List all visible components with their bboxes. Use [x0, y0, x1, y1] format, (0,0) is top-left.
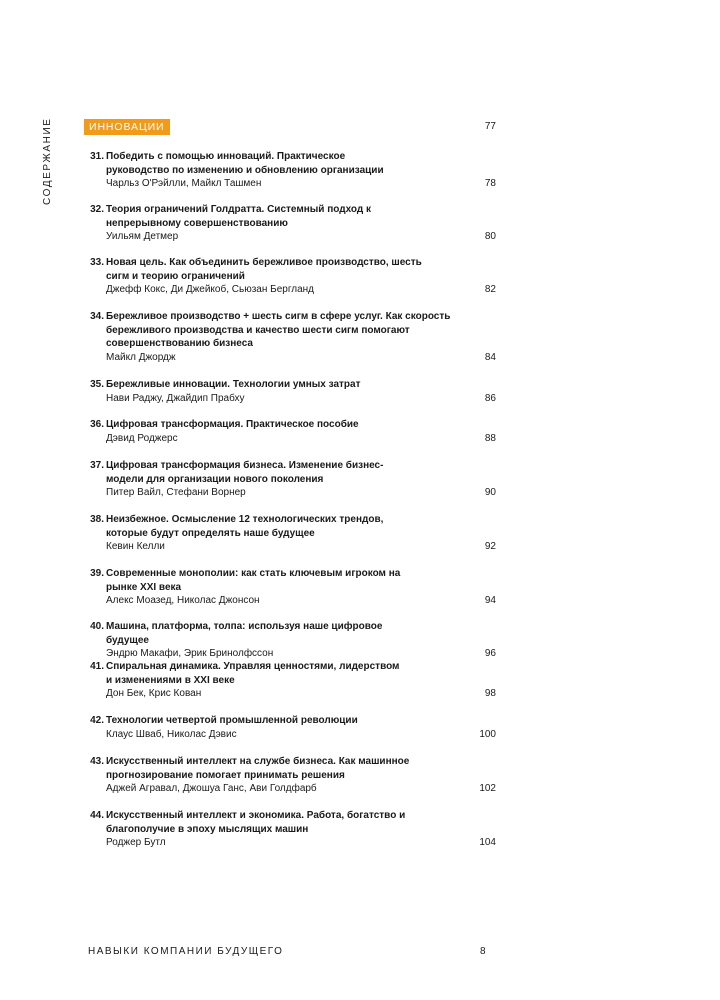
entry-number: 34.: [90, 311, 104, 322]
section-page-number: 77: [484, 121, 496, 132]
toc-entry[interactable]: [88, 378, 496, 405]
toc-entry[interactable]: [88, 755, 496, 796]
entry-page: 98: [484, 688, 496, 699]
entry-page: 82: [484, 284, 496, 295]
toc-entry[interactable]: [88, 620, 496, 661]
entry-authors: Алекс Моазед, Николас Джонсон: [106, 595, 260, 606]
entry-title: Новая цель. Как объединить бережливое производство, шесть сигм и теорию ограничений: [106, 257, 422, 282]
entry-page: 104: [479, 837, 496, 848]
section-badge: ИННОВАЦИИ: [84, 119, 170, 135]
entry-number: 43.: [90, 756, 104, 767]
footer-book-title: НАВЫКИ КОМПАНИИ БУДУЩЕГО: [88, 946, 284, 957]
entry-authors: Дон Бек, Крис Кован: [106, 688, 202, 699]
toc-entry[interactable]: [88, 203, 496, 244]
entry-authors: Майкл Джордж: [106, 351, 176, 363]
entry-page: 96: [484, 648, 496, 659]
entry-page: 84: [484, 351, 496, 363]
entry-number: 36.: [90, 419, 104, 430]
entry-number: 35.: [90, 379, 104, 390]
entry-title: Бережливые инновации. Технологии умных затрат: [106, 379, 361, 390]
entry-number: 42.: [90, 715, 104, 726]
entry-number: 38.: [90, 514, 104, 525]
entry-number: 37.: [90, 460, 104, 471]
entry-authors: Роджер Бутл: [106, 837, 166, 848]
toc-entry[interactable]: [88, 418, 496, 445]
entry-title: Теория ограничений Голдратта. Системный подход к непрерывному совершенствованию: [106, 204, 372, 229]
entry-page: 88: [484, 432, 496, 444]
entry-number: 44.: [90, 810, 104, 821]
toc-entry[interactable]: [88, 809, 496, 850]
entry-title: Неизбежное. Осмысление 12 технологических трендов, которые будут определять наше будущее: [106, 514, 384, 539]
toc-entry[interactable]: [88, 150, 496, 191]
entry-number: 39.: [90, 568, 104, 579]
entry-page: 100: [479, 728, 496, 740]
entry-number: 41.: [90, 661, 104, 672]
toc-entry[interactable]: [88, 714, 496, 741]
toc-entry[interactable]: [88, 660, 496, 701]
entry-title: Машина, платформа, толпа: используя наше цифровое будущее: [106, 621, 383, 646]
entry-title: Искусственный интеллект и экономика. Работа, богатство и благополучие в эпоху мыслящих машин: [106, 810, 406, 835]
toc-entry[interactable]: [88, 567, 496, 608]
entry-page: 80: [484, 231, 496, 242]
entry-authors: Дэвид Роджерс: [106, 432, 178, 444]
section-header: [84, 119, 496, 135]
toc-entry[interactable]: [88, 459, 496, 500]
entry-page: 94: [484, 595, 496, 606]
entry-authors: Кевин Келли: [106, 541, 165, 552]
entry-page: 102: [479, 783, 496, 794]
entry-authors: Эндрю Макафи, Эрик Бринолфссон: [106, 648, 274, 659]
toc-entry[interactable]: [88, 256, 496, 297]
entry-authors: Нави Раджу, Джайдип Прабху: [106, 392, 245, 404]
entry-title: Бережливое производство + шесть сигм в сфере услуг. Как скорость бережливого производства и качество шести сигм помогают совершенствованию бизнеса: [106, 311, 451, 349]
entry-title: Технологии четвертой промышленной революции: [106, 715, 358, 726]
entry-authors: Чарльз О'Рэйлли, Майкл Ташмен: [106, 178, 262, 189]
entry-authors: Уильям Детмер: [106, 231, 179, 242]
entry-title: Спиральная динамика. Управляя ценностями, лидерством и изменениями в XXI веке: [106, 661, 400, 686]
entry-title: Победить с помощью инноваций. Практическое руководство по изменению и обновлению организации: [106, 151, 384, 176]
entry-title: Современные монополии: как стать ключевым игроком на рынке XXI века: [106, 568, 401, 593]
entry-number: 33.: [90, 257, 104, 268]
entry-authors: Джефф Кокс, Ди Джейкоб, Сьюзан Бергланд: [106, 284, 315, 295]
entry-number: 32.: [90, 204, 104, 215]
entry-title: Цифровая трансформация. Практическое пособие: [106, 419, 359, 430]
side-section-label: СОДЕРЖАНИЕ: [42, 117, 53, 205]
entry-page: 90: [484, 487, 496, 498]
footer-page-number: 8: [480, 946, 486, 957]
entry-authors: Аджей Агравал, Джошуа Ганс, Ави Голдфарб: [106, 783, 317, 794]
entry-title: Цифровая трансформация бизнеса. Изменение бизнес-модели для организации нового поколения: [106, 460, 384, 485]
toc-entry[interactable]: [88, 310, 496, 364]
entry-title: Искусственный интеллект на службе бизнеса. Как машинное прогнозирование помогает принимать решения: [106, 756, 410, 781]
entry-number: 31.: [90, 151, 104, 162]
entry-page: 78: [484, 178, 496, 189]
toc-entry[interactable]: [88, 513, 496, 554]
entry-authors: Питер Вайл, Стефани Ворнер: [106, 487, 246, 498]
entry-authors: Клаус Шваб, Николас Дэвис: [106, 728, 237, 740]
entry-number: 40.: [90, 621, 104, 632]
entry-page: 86: [484, 392, 496, 404]
entry-page: 92: [484, 541, 496, 552]
